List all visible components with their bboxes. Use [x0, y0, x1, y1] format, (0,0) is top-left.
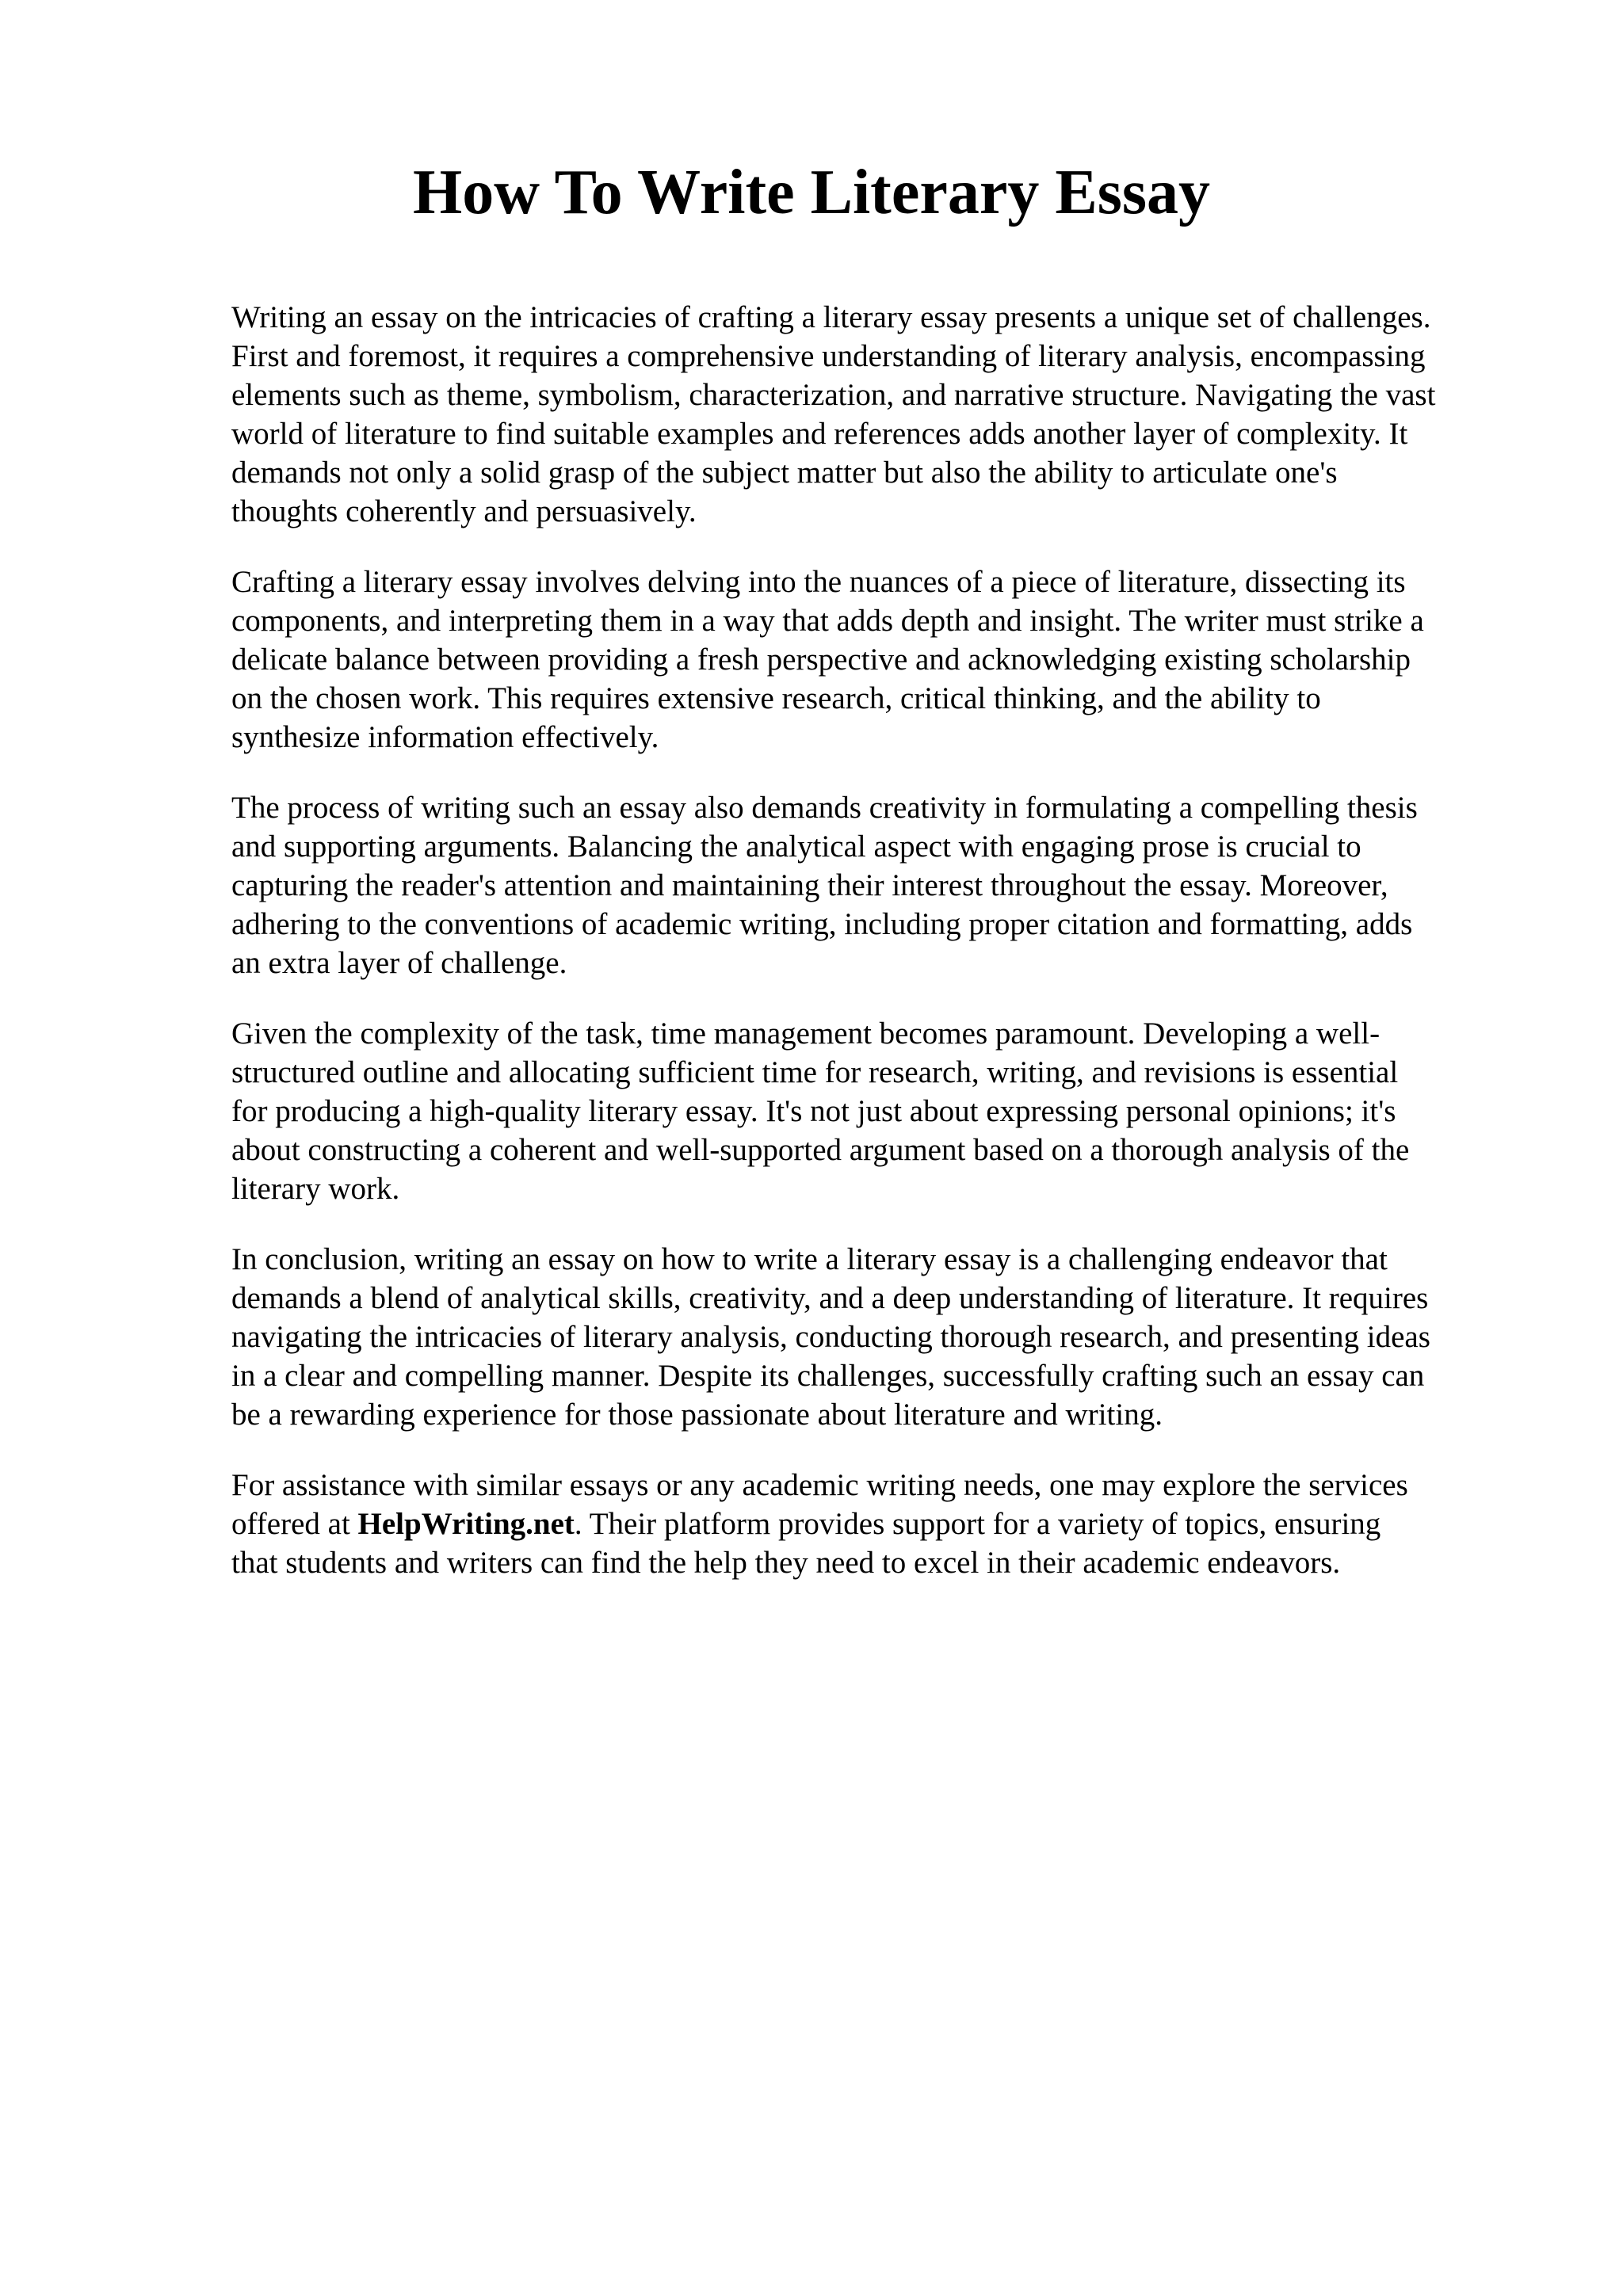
text-line: for producing a high-quality literary essay. It's not just about expressing personal opinions; it's	[231, 1094, 1396, 1128]
text-segment: . Their platform provides support for a variety of topics, ensuring	[574, 1507, 1381, 1541]
text-line: delicate balance between providing a fresh perspective and acknowledging existing scholarship	[231, 643, 1411, 677]
paragraph-1	[231, 298, 1515, 531]
text-line: In conclusion, writing an essay on how to write a literary essay is a challenging endeavor that	[231, 1242, 1388, 1276]
text-line: an extra layer of challenge.	[231, 946, 567, 980]
text-line: components, and interpreting them in a way that adds depth and insight. The writer must strike a	[231, 604, 1424, 638]
text-line: capturing the reader's attention and maintaining their interest throughout the essay. Moreover,	[231, 868, 1388, 902]
paragraph-5	[231, 1240, 1515, 1434]
text-line: demands not only a solid grasp of the subject matter but also the ability to articulate one's	[231, 456, 1338, 490]
text-line-with-link	[231, 1505, 1515, 1543]
page-title: How To Write Literary Essay	[413, 158, 1210, 227]
text-line: that students and writers can find the help they need to excel in their academic endeavors.	[231, 1546, 1341, 1580]
text-line: be a rewarding experience for those passionate about literature and writing.	[231, 1398, 1163, 1432]
text-line: For assistance with similar essays or any academic writing needs, one may explore the services	[231, 1468, 1408, 1502]
text-line: and supporting arguments. Balancing the analytical aspect with engaging prose is crucial to	[231, 830, 1361, 864]
paragraph-closing	[231, 1466, 1515, 1582]
text-line: navigating the intricacies of literary analysis, conducting thorough research, and presenting ideas	[231, 1320, 1430, 1354]
text-line: in a clear and compelling manner. Despite its challenges, successfully crafting such an essay can	[231, 1359, 1425, 1393]
text-line: adhering to the conventions of academic writing, including proper citation and formatting, adds	[231, 907, 1413, 941]
text-line: elements such as theme, symbolism, characterization, and narrative structure. Navigating the vast	[231, 378, 1436, 412]
text-line: The process of writing such an essay also demands creativity in formulating a compelling thesis	[231, 791, 1418, 825]
paragraph-3	[231, 788, 1515, 982]
text-line: synthesize information effectively.	[231, 720, 659, 754]
text-line: First and foremost, it requires a comprehensive understanding of literary analysis, encompassing	[231, 339, 1426, 373]
paragraph-2	[231, 563, 1515, 757]
text-line: world of literature to find suitable examples and references adds another layer of complexity. It	[231, 417, 1408, 451]
text-line: structured outline and allocating sufficient time for research, writing, and revisions is essential	[231, 1055, 1399, 1089]
text-line: Writing an essay on the intricacies of crafting a literary essay presents a unique set of challenges.	[231, 300, 1431, 334]
text-segment: offered at	[231, 1507, 358, 1541]
helpwriting-link[interactable]: HelpWriting.net	[357, 1507, 575, 1541]
text-line: about constructing a coherent and well-supported argument based on a thorough analysis of the	[231, 1133, 1410, 1167]
text-line: literary work.	[231, 1172, 400, 1206]
text-line: Given the complexity of the task, time management becomes paramount. Developing a well-	[231, 1016, 1381, 1051]
essay-body	[231, 298, 1515, 1614]
text-line: demands a blend of analytical skills, creativity, and a deep understanding of literature. It requires	[231, 1281, 1429, 1315]
paragraph-4	[231, 1014, 1515, 1208]
text-line: Crafting a literary essay involves delving into the nuances of a piece of literature, dissecting its	[231, 565, 1406, 599]
text-line: thoughts coherently and persuasively.	[231, 494, 697, 528]
text-line: on the chosen work. This requires extensive research, critical thinking, and the ability to	[231, 681, 1321, 715]
